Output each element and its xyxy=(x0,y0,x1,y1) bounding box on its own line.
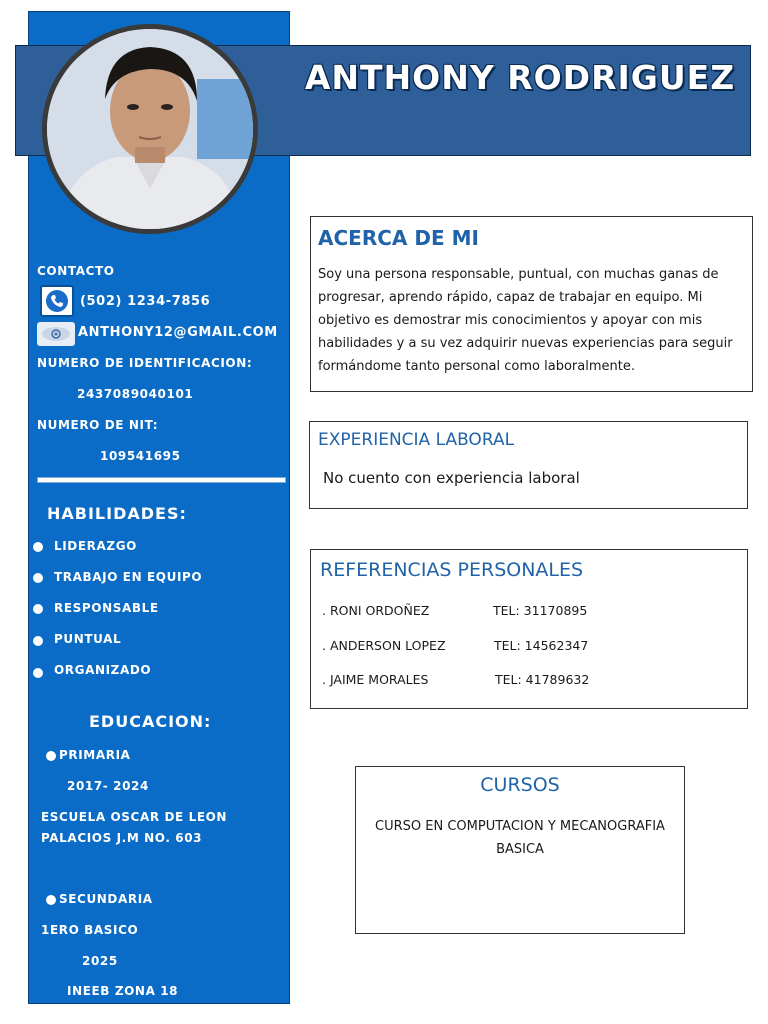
skill-item: PUNTUAL xyxy=(54,632,122,646)
skill-bullet xyxy=(33,573,43,583)
experience-title: EXPERIENCIA LABORAL xyxy=(318,430,515,450)
skill-bullet xyxy=(33,604,43,614)
skill-bullet xyxy=(33,636,43,646)
primary-school-line2: PALACIOS J.M NO. 603 xyxy=(41,831,203,845)
education-bullet xyxy=(46,895,56,905)
reference-name: . RONI ORDOÑEZ xyxy=(322,603,430,618)
courses-title: CURSOS xyxy=(480,774,560,796)
secondary-level: SECUNDARIA xyxy=(59,892,153,906)
email-address[interactable]: ANTHONY12@GMAIL.COM xyxy=(78,325,278,340)
phone-icon xyxy=(40,285,74,317)
primary-level: PRIMARIA xyxy=(59,748,131,762)
reference-tel: TEL: 31170895 xyxy=(493,603,588,618)
skill-item: ORGANIZADO xyxy=(54,663,152,677)
skill-item: TRABAJO EN EQUIPO xyxy=(54,570,203,584)
reference-name: . JAIME MORALES xyxy=(322,672,429,687)
education-bullet xyxy=(46,751,56,761)
reference-tel: TEL: 41789632 xyxy=(495,672,590,687)
about-title: ACERCA DE MI xyxy=(318,226,479,250)
primary-years: 2017- 2024 xyxy=(67,779,149,793)
skill-item: LIDERAZGO xyxy=(54,539,137,553)
skill-item: RESPONSABLE xyxy=(54,601,159,615)
nit-label: NUMERO DE NIT: xyxy=(37,418,159,432)
education-title: EDUCACION: xyxy=(89,712,212,731)
secondary-school: INEEB ZONA 18 xyxy=(67,984,179,998)
skill-bullet xyxy=(33,668,43,678)
nit-value: 109541695 xyxy=(100,449,181,463)
id-value: 2437089040101 xyxy=(77,387,194,401)
candidate-name: ANTHONY RODRIGUEZ xyxy=(304,58,736,97)
email-icon xyxy=(37,322,75,346)
reference-tel: TEL: 14562347 xyxy=(494,638,589,653)
primary-school-line1: ESCUELA OSCAR DE LEON xyxy=(41,810,228,824)
contact-title: CONTACTO xyxy=(37,264,115,278)
course-text: CURSO EN COMPUTACION Y MECANOGRAFIA BASICA xyxy=(375,819,665,857)
sidebar-divider xyxy=(37,477,286,483)
references-title: REFERENCIAS PERSONALES xyxy=(320,559,584,581)
reference-name: . ANDERSON LOPEZ xyxy=(322,638,446,653)
profile-photo xyxy=(42,24,258,234)
experience-text: No cuento con experiencia laboral xyxy=(323,469,580,487)
about-text: Soy una persona responsable, puntual, con muchas ganas de progresar, aprendo rápido, capaz de trabajar en equipo. Mi objetivo es demostrar mis conocimientos y apoyar con mis habilidades y a su vez adquirir nuevas experiencias para seguir formándome tanto personal como laboralmente. xyxy=(318,267,733,374)
id-label: NUMERO DE IDENTIFICACION: xyxy=(37,356,253,370)
secondary-year: 2025 xyxy=(82,954,118,968)
secondary-grade: 1ERO BASICO xyxy=(41,923,139,937)
skills-title: HABILIDADES: xyxy=(47,504,187,523)
skill-bullet xyxy=(33,542,43,552)
phone-number[interactable]: (502) 1234-7856 xyxy=(80,294,211,309)
